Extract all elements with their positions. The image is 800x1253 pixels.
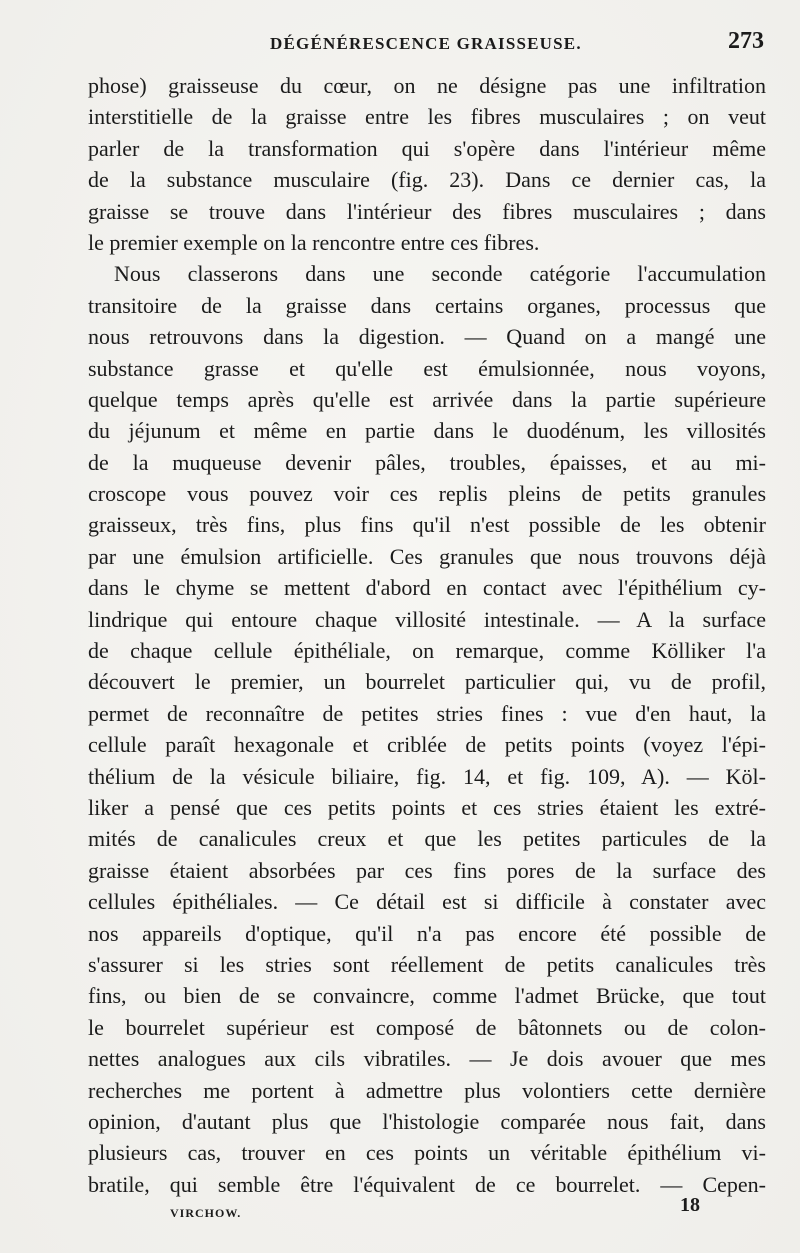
signature-number: 18 — [680, 1194, 700, 1216]
text-line: thélium de la vésicule biliaire, fig. 14, et fig. 109, A). — Köl- — [88, 763, 766, 789]
text-line: graisseux, très fins, plus fins qu'il n'est possible de les obtenir — [88, 512, 766, 538]
text-line: parler de la transformation qui s'opère dans l'intérieur même — [88, 135, 766, 161]
text-line: cellules épithéliales. — Ce détail est si difficile à constater avec — [88, 889, 766, 915]
text-line: découvert le premier, un bourrelet particulier qui, vu de profil, — [88, 669, 766, 695]
body-text — [88, 70, 766, 1200]
text-line: de chaque cellule épithéliale, on remarque, comme Kölliker l'a — [88, 638, 766, 664]
text-line: nos appareils d'optique, qu'il n'a pas encore été possible de — [88, 920, 766, 946]
text-line: quelque temps après qu'elle est arrivée dans la partie supérieure — [88, 386, 766, 412]
text-line: bratile, qui semble être l'équivalent de ce bourrelet. — Cepen- — [88, 1171, 766, 1197]
text-line: opinion, d'autant plus que l'histologie comparée nous fait, dans — [88, 1108, 766, 1134]
text-line: du jéjunum et même en partie dans le duodénum, les villosités — [88, 418, 766, 444]
text-line: substance grasse et qu'elle est émulsionnée, nous voyons, — [88, 355, 766, 381]
signature-mark: VIRCHOW. — [170, 1206, 242, 1220]
text-line: graisse se trouve dans l'intérieur des fibres musculaires ; dans — [88, 198, 766, 224]
text-line: de la muqueuse devenir pâles, troubles, épaisses, et au mi- — [88, 449, 766, 475]
text-line: fins, ou bien de se convaincre, comme l'admet Brücke, que tout — [88, 983, 766, 1009]
text-line: mités de canalicules creux et que les petites particules de la — [88, 826, 766, 852]
page-number: 273 — [728, 28, 764, 54]
text-line: nous retrouvons dans la digestion. — Quand on a mangé une — [88, 324, 766, 350]
text-line: phose) graisseuse du cœur, on ne désigne pas une infiltration — [88, 73, 766, 98]
text-line: cellule paraît hexagonale et criblée de petits points (voyez l'épi- — [88, 732, 766, 758]
text-line: lindrique qui entoure chaque villosité intestinale. — A la surface — [88, 606, 766, 632]
text-line: le bourrelet supérieur est composé de bâtonnets ou de colon- — [88, 1014, 766, 1040]
text-line: liker a pensé que ces petits points et ces stries étaient les extré- — [88, 794, 766, 820]
text-line: plusieurs cas, trouver en ces points un véritable épithélium vi- — [88, 1140, 766, 1166]
text-line: de la substance musculaire (fig. 23). Dans ce dernier cas, la — [88, 167, 766, 193]
text-line: Nous classerons dans une seconde catégorie l'accumulation — [114, 261, 766, 287]
text-line: par une émulsion artificielle. Ces granules que nous trouvons déjà — [88, 543, 766, 569]
text-line: interstitielle de la graisse entre les fibres musculaires ; on veut — [88, 104, 766, 130]
text-line: recherches me portent à admettre plus volontiers cette dernière — [88, 1077, 766, 1103]
text-line: nettes analogues aux cils vibratiles. — Je dois avouer que mes — [88, 1046, 766, 1072]
text-line: graisse étaient absorbées par ces fins pores de la surface des — [88, 857, 766, 883]
text-line: dans le chyme se mettent d'abord en contact avec l'épithélium cy- — [88, 575, 766, 601]
running-header — [88, 28, 764, 58]
running-title: DÉGÉNÉRESCENCE GRAISSEUSE. — [270, 34, 582, 53]
text-line: le premier exemple on la rencontre entre ces fibres. — [88, 229, 540, 255]
text-line: transitoire de la graisse dans certains organes, processus que — [88, 292, 766, 318]
page-footer — [170, 1194, 710, 1224]
text-line: s'assurer si les stries sont réellement de petits canalicules très — [88, 951, 766, 977]
text-line: croscope vous pouvez voir ces replis pleins de petits granules — [88, 481, 766, 507]
text-line: permet de reconnaître de petites stries fines : vue d'en haut, la — [88, 700, 766, 726]
